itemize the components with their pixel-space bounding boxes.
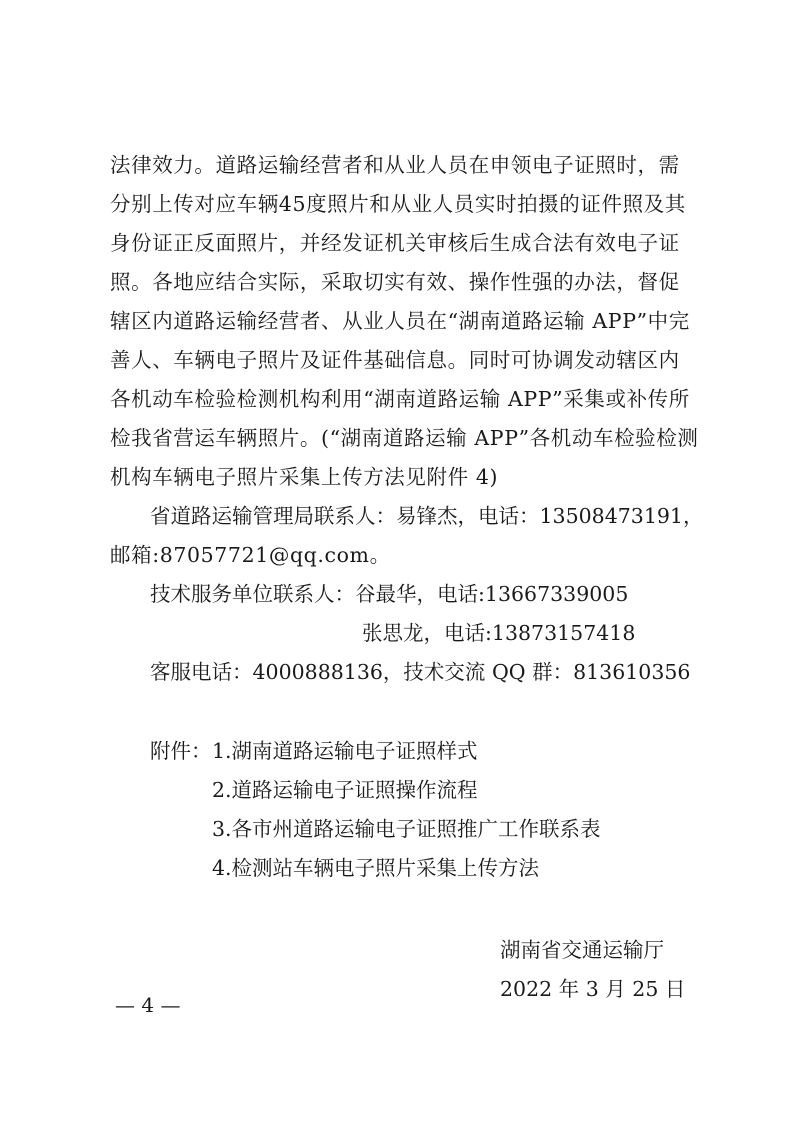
paragraph-line: 身份证正反面照片，并经发证机关审核后生成合法有效电子证 <box>110 231 680 255</box>
paragraph-line: 分别上传对应车辆45度照片和从业人员实时拍摄的证件照及其 <box>110 192 686 216</box>
service-hotline-line: 客服电话：4000888136，技术交流 QQ 群：813610356 <box>150 660 691 684</box>
paragraph-line: 各机动车检验检测机构利用“湖南道路运输 APP”采集或补传所 <box>110 387 690 411</box>
bureau-email-line: 邮箱:87057721@qq.com。 <box>110 543 391 567</box>
attachment-item: 1.湖南道路运输电子证照样式 <box>212 739 478 763</box>
paragraph-line: 检我省营运车辆照片。(“湖南道路运输 APP”各机动车检验检测 <box>110 426 699 450</box>
tech-contact-line: 技术服务单位联系人：谷最华，电话:13667339005 <box>150 582 629 606</box>
attachment-item: 3.各市州道路运输电子证照推广工作联系表 <box>212 817 601 841</box>
page-number: — 4 — <box>115 993 181 1017</box>
tech-contact-line-2: 张思龙，电话:13873157418 <box>362 621 636 645</box>
paragraph-line: 法律效力。道路运输经营者和从业人员在申领电子证照时，需 <box>110 153 680 177</box>
paragraph-line: 机构车辆电子照片采集上传方法见附件 4) <box>110 465 499 489</box>
signature-org: 湖南省交通运输厅 <box>500 938 664 962</box>
paragraph-line: 辖区内道路运输经营者、从业人员在“湖南道路运输 APP”中完 <box>110 309 690 333</box>
attachments-label: 附件： <box>150 739 212 763</box>
attachment-item: 2.道路运输电子证照操作流程 <box>212 778 478 802</box>
signature-date: 2022 年 3 月 25 日 <box>500 977 686 1001</box>
paragraph-line: 照。各地应结合实际，采取切实有效、操作性强的办法，督促 <box>110 270 680 294</box>
bureau-contact-line: 省道路运输管理局联系人：易锋杰，电话：13508473191， <box>150 504 704 528</box>
attachment-item: 4.检测站车辆电子照片采集上传方法 <box>212 856 540 880</box>
paragraph-line: 善人、车辆电子照片及证件基础信息。同时可协调发动辖区内 <box>110 348 680 372</box>
